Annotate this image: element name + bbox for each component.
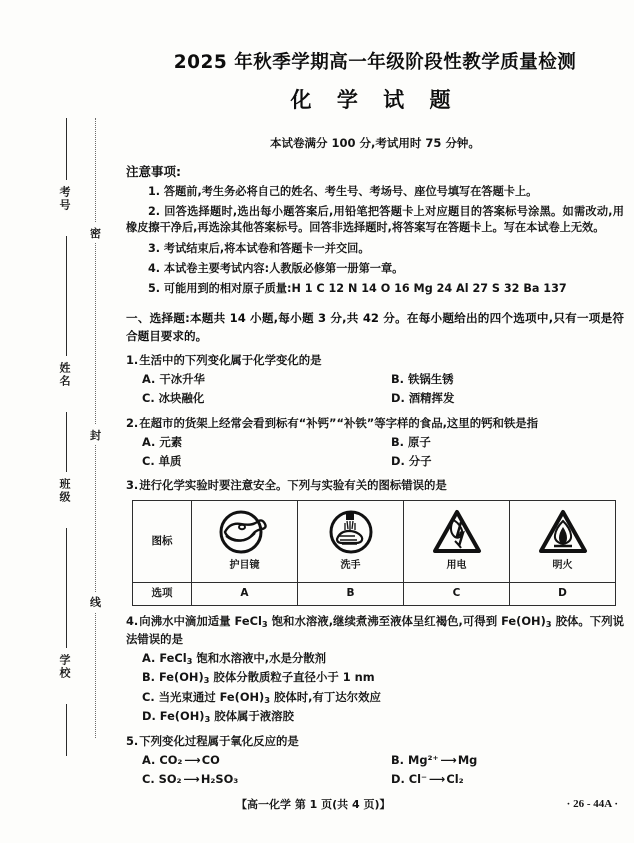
margin-rule-2 (66, 236, 67, 356)
question-3-stem (126, 477, 624, 494)
question-4-text-p2: 饱和水溶液,继续煮沸至液体呈红褐色,可得到 Fe(OH) (267, 613, 546, 628)
seal-char-mi: 密 (88, 223, 103, 243)
table-header-choice: 选项 (133, 582, 192, 605)
question-4-text-p1: 向沸水中滴加适量 FeCl (139, 613, 262, 628)
opt-text: 酒精挥发 (408, 391, 455, 406)
question-3 (126, 477, 624, 606)
question-4-sub-1: 3 (261, 619, 268, 630)
question-1-text: 生活中的下列变化属于化学变化的是 (139, 353, 322, 368)
table-header-icon: 图标 (133, 500, 192, 582)
question-2-number: 2. (126, 415, 139, 430)
notice-item-2: 2. 回答选择题时,选出每小题答案后,用铅笔把答题卡上对应题目的答案标号涂黑。如需改动,用橡皮擦干净后,再选涂其他答案标号。回答非选择题时,将答案写在答题卡上。写在本试卷上无效。 (126, 205, 624, 235)
opt-text: 元素 (159, 434, 183, 449)
question-4-option-a[interactable] (126, 650, 624, 668)
question-5-text: 下列变化过程属于氧化反应的是 (139, 733, 299, 748)
footer-page-indicator: 【高一化学 第 1 页(共 4 页)】 (236, 798, 391, 811)
opt-product: H₂SO₃ (200, 772, 239, 787)
opt-label: C. (142, 391, 155, 406)
opt-label: B. (391, 434, 405, 449)
goggles-icon (216, 508, 274, 556)
question-4-text-p3: 胶体。下列说法错误的是 (126, 613, 625, 646)
goggles-caption: 护目镜 (229, 560, 260, 572)
opt-reactant: CO₂ (159, 752, 183, 767)
question-5-options-row-1 (126, 752, 624, 769)
opt-text: 铁锅生锈 (407, 372, 454, 387)
reaction-arrow-icon: ⟶ (429, 772, 445, 787)
question-2-stem (126, 415, 624, 432)
notice-heading: 注意事项: (126, 164, 181, 179)
section-one-heading: 一、选择题:本题共 14 小题,每小题 3 分,共 42 分。在每小题给出的四个选项中,只有一项是符合题目要求的。 (126, 311, 624, 343)
question-1-option-c[interactable] (126, 390, 375, 407)
opt-product: Cl₂ (446, 772, 464, 787)
question-5-option-d[interactable] (375, 771, 624, 788)
opt-reactant: SO₂ (158, 772, 182, 787)
question-2-option-b[interactable] (375, 434, 624, 451)
table-choice-b[interactable]: B (298, 582, 404, 605)
opt-text: FeCl$_3$ 饱和水溶液中,水是分散剂 (159, 650, 327, 666)
question-5-option-a[interactable] (126, 752, 375, 769)
question-5 (126, 733, 624, 788)
table-cell-electricity (404, 500, 510, 582)
opt-reactant: Cl⁻ (408, 772, 428, 787)
opt-label: C. (142, 453, 155, 468)
question-5-option-c[interactable] (126, 771, 375, 788)
notice-item-4: 4. 本试卷主要考试内容:人教版必修第一册第一章。 (148, 261, 404, 275)
opt-label: D. (391, 772, 405, 787)
question-5-option-b[interactable] (375, 752, 624, 769)
opt-label: A. (142, 434, 156, 449)
exam-title: 2025 年秋季学期高一年级阶段性教学质量检测 (173, 52, 577, 73)
opt-text: 单质 (158, 453, 182, 468)
opt-label: D. (142, 709, 156, 724)
notice-item-1: 1. 答题前,考生务必将自己的姓名、考生号、考场号、座位号填写在答题卡上。 (148, 185, 538, 198)
wash-hands-caption: 洗手 (340, 560, 361, 572)
margin-rule-3 (66, 412, 67, 472)
table-choice-c[interactable]: C (404, 582, 510, 605)
electricity-hazard-icon (431, 508, 483, 556)
reaction-arrow-icon: ⟶ (440, 752, 456, 767)
margin-rule-5 (66, 704, 67, 756)
question-5-options-row-2 (126, 771, 624, 788)
question-1 (126, 352, 624, 407)
exam-score-line: 本试卷满分 100 分,考试用时 75 分钟。 (270, 136, 480, 150)
reaction-arrow-icon: ⟶ (184, 752, 200, 767)
margin-label-name: 姓名 (58, 362, 71, 388)
opt-product: Mg (457, 752, 478, 767)
question-4-option-c[interactable] (126, 689, 624, 707)
question-4 (126, 613, 624, 726)
opt-label: A. (142, 752, 156, 767)
question-4-sub-2: 3 (545, 619, 552, 630)
opt-label: B. (391, 752, 405, 767)
question-1-number: 1. (126, 353, 139, 368)
question-1-options-row-1 (126, 371, 624, 388)
opt-label: D. (391, 453, 405, 468)
opt-label: A. (142, 650, 156, 665)
question-3-text: 进行化学实验时要注意安全。下列与实验有关的图标错误的是 (139, 477, 447, 492)
opt-text: 分子 (408, 453, 432, 468)
wash-hands-icon (326, 508, 376, 556)
opt-label: B. (142, 670, 156, 685)
question-4-number: 4. (126, 613, 139, 628)
question-5-number: 5. (126, 733, 139, 748)
opt-label: B. (391, 372, 405, 387)
question-4-option-b[interactable] (126, 669, 624, 687)
table-choice-a[interactable]: A (192, 582, 298, 605)
question-2-text: 在超市的货架上经常会看到标有“补钙”“补铁”等字样的食品,这里的钙和铁是指 (139, 415, 539, 430)
exam-content (126, 0, 624, 843)
opt-text: $Fe(OH)_3$ 胶体分散质粒子直径小于 1 nm (158, 670, 375, 686)
open-flame-hazard-icon (537, 508, 589, 556)
opt-label: C. (142, 772, 155, 787)
electricity-caption: 用电 (446, 560, 467, 572)
question-2-option-c[interactable] (126, 453, 375, 470)
question-1-option-a[interactable] (126, 371, 375, 388)
question-2-options-row-2 (126, 453, 624, 470)
question-2-option-a[interactable] (126, 434, 375, 451)
margin-label-class: 班级 (58, 478, 71, 504)
question-2-option-d[interactable] (375, 453, 624, 470)
question-2-options-row-1 (126, 434, 624, 451)
opt-text: 冰块融化 (158, 391, 205, 406)
seal-char-feng: 封 (88, 425, 103, 445)
opt-label: A. (142, 372, 156, 387)
open-flame-caption: 明火 (552, 560, 573, 572)
question-3-icon-table (132, 500, 616, 606)
opt-text: 当光束通过 $Fe(OH)_3$ 胶体时,有丁达尔效应 (158, 689, 381, 705)
opt-text: $Fe(OH)_3$ 胶体属于液溶胶 (159, 709, 294, 725)
table-choice-d[interactable]: D (510, 582, 616, 605)
question-5-stem (126, 733, 624, 750)
notice-item-5: 5. 可能用到的相对原子质量:H 1 C 12 N 14 O 16 Mg 24 Al 27 S 32 Ba 137 (148, 282, 567, 296)
opt-reactant: Mg²⁺ (407, 752, 439, 767)
notice-item-3: 3. 考试结束后,将本试卷和答题卡一并交回。 (148, 241, 370, 255)
opt-product: CO (201, 752, 220, 767)
opt-text: 原子 (407, 434, 431, 449)
opt-label: D. (391, 391, 405, 406)
question-1-stem (126, 352, 624, 369)
question-4-options (126, 650, 624, 726)
question-1-option-b[interactable] (375, 371, 624, 388)
table-cell-wash-hands (298, 500, 404, 582)
question-4-option-d[interactable] (126, 708, 624, 726)
table-cell-open-flame (510, 500, 616, 582)
page-footer (126, 796, 624, 812)
margin-label-exam-number: 考号 (58, 186, 71, 212)
table-row-choices (133, 582, 616, 605)
exam-subject-title: 化 学 试 题 (290, 88, 460, 112)
margin-rule-4 (66, 528, 67, 648)
question-4-stem (126, 613, 624, 648)
opt-text: 干冰升华 (159, 372, 205, 387)
footer-paper-code: · 26 - 44A · (566, 798, 618, 810)
table-cell-goggles (192, 500, 298, 582)
reaction-arrow-icon: ⟶ (183, 772, 199, 787)
opt-label: C. (142, 689, 155, 704)
table-row-icons (133, 500, 616, 582)
sealing-margin (0, 0, 118, 843)
question-2 (126, 415, 624, 470)
margin-rule-1 (66, 118, 67, 180)
question-1-option-d[interactable] (375, 390, 624, 407)
seal-char-xian: 线 (88, 592, 103, 612)
question-1-options-row-2 (126, 390, 624, 407)
margin-label-school: 学校 (58, 654, 71, 680)
question-3-number: 3. (126, 477, 139, 492)
